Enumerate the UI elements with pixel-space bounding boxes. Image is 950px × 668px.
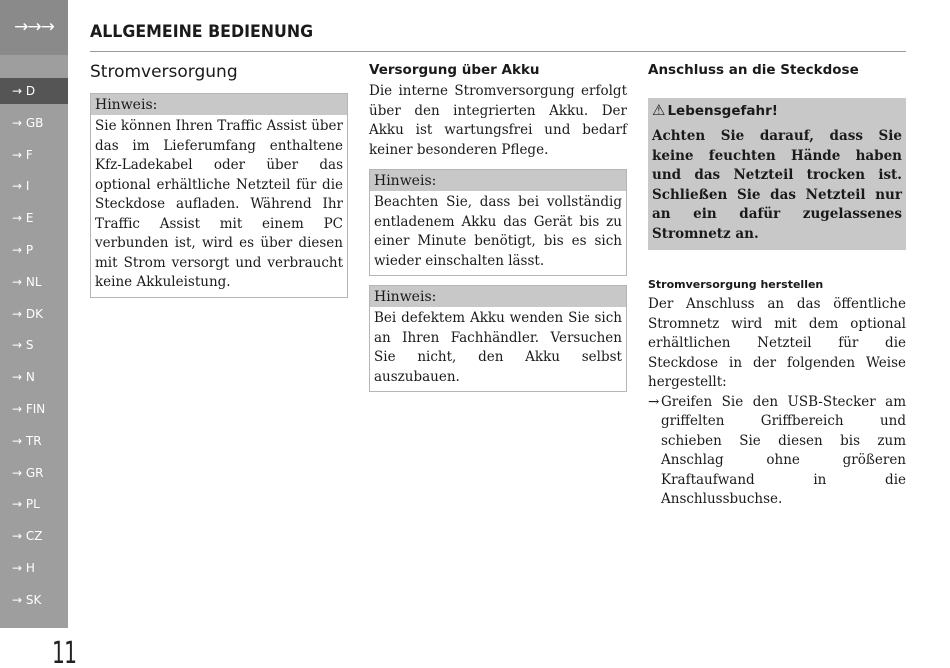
step-text: Greifen Sie den USB-Stecker am griffelten Griffbereich und schieben Sie diesen bis zum Anschlag ohne größeren Kraftaufwand in die Anschlussbuchse.	[661, 393, 906, 507]
language-tab[interactable]: → SK	[12, 592, 42, 607]
language-tab[interactable]: → PL	[12, 497, 40, 512]
note-text: Beachten Sie, dass bei vollständig entladenem Akku das Gerät bis zu einer Minute benötigt, bis es sich wieder einschalten lässt.	[374, 194, 622, 269]
language-tab[interactable]: → D	[0, 78, 68, 104]
language-tab[interactable]: → NL	[12, 274, 42, 289]
section-heading: Versorgung über Akku	[369, 62, 540, 78]
chapter-title: ALLGEMEINE BEDIENUNG	[90, 22, 314, 42]
language-tab[interactable]: → TR	[12, 433, 42, 448]
section-heading: Anschluss an die Steckdose	[648, 62, 859, 78]
language-tab[interactable]: → S	[12, 338, 34, 353]
language-tab[interactable]: → N	[12, 370, 35, 385]
language-tab[interactable]: → FIN	[12, 402, 46, 416]
language-tab[interactable]: → GR	[12, 465, 44, 480]
language-tab[interactable]: → I	[12, 179, 30, 194]
note-text: Sie können Ihren Traffic Assist über das im Lieferumfang enthaltene Kfz-Ladekabel oder über das optional erhältliche Netzteil für die Steckdose aufladen. Während Ihr Traffic Assist mit einem PC verbunden ist, wird es über diesen mit Strom versorgt und verbraucht keine Akkuleistung.	[95, 118, 343, 290]
chapter-arrows: →→→	[0, 0, 68, 55]
instruction-step	[648, 393, 906, 510]
note-box	[369, 169, 627, 276]
note-box	[369, 285, 627, 392]
language-tab[interactable]: → GB	[12, 115, 44, 130]
body-paragraph: Der Anschluss an das öffentliche Stromnetz wird mit dem optional erhältlichen Netzteil für die Steckdose in der folgenden Weise hergestellt:	[648, 296, 906, 390]
subsection-heading: Stromversorgung herstellen	[648, 278, 824, 291]
header-divider	[90, 51, 906, 52]
step-arrow-icon: →	[648, 393, 660, 410]
language-tab[interactable]: → E	[12, 211, 34, 226]
language-sidebar	[0, 0, 68, 628]
danger-text: Achten Sie darauf, dass Sie keine feuchten Hände haben und das Netzteil trocken ist. Schließen Sie das Netzteil nur an ein dafür zugelassenes Stromnetz an.	[652, 128, 902, 242]
language-tab[interactable]: → P	[12, 243, 34, 257]
column-akku	[369, 60, 627, 401]
note-label: Hinweis:	[91, 94, 347, 115]
language-tab[interactable]: → F	[12, 147, 33, 162]
warning-triangle-icon: ⚠	[652, 101, 666, 119]
language-tab[interactable]: → CZ	[12, 529, 43, 544]
note-box	[90, 93, 348, 298]
danger-label: Lebensgefahr!	[667, 103, 778, 119]
language-tab[interactable]: → DK	[12, 306, 43, 321]
note-label: Hinweis:	[370, 286, 626, 307]
column-steckdose	[648, 60, 906, 510]
danger-box	[648, 98, 906, 250]
note-text: Bei defektem Akku wenden Sie sich an Ihren Fachhändler. Versuchen Sie nicht, den Akku selbst auszubauen.	[374, 310, 622, 385]
note-label: Hinweis:	[370, 170, 626, 191]
page-number: 11	[52, 636, 77, 668]
body-paragraph: Die interne Stromversorgung erfolgt über den integrierten Akku. Der Akku ist wartungsfrei und bedarf keiner besonderen Pflege.	[369, 83, 627, 158]
section-heading: Stromversorgung	[90, 62, 238, 82]
language-tab[interactable]: → H	[12, 561, 35, 575]
column-stromversorgung	[90, 60, 348, 307]
